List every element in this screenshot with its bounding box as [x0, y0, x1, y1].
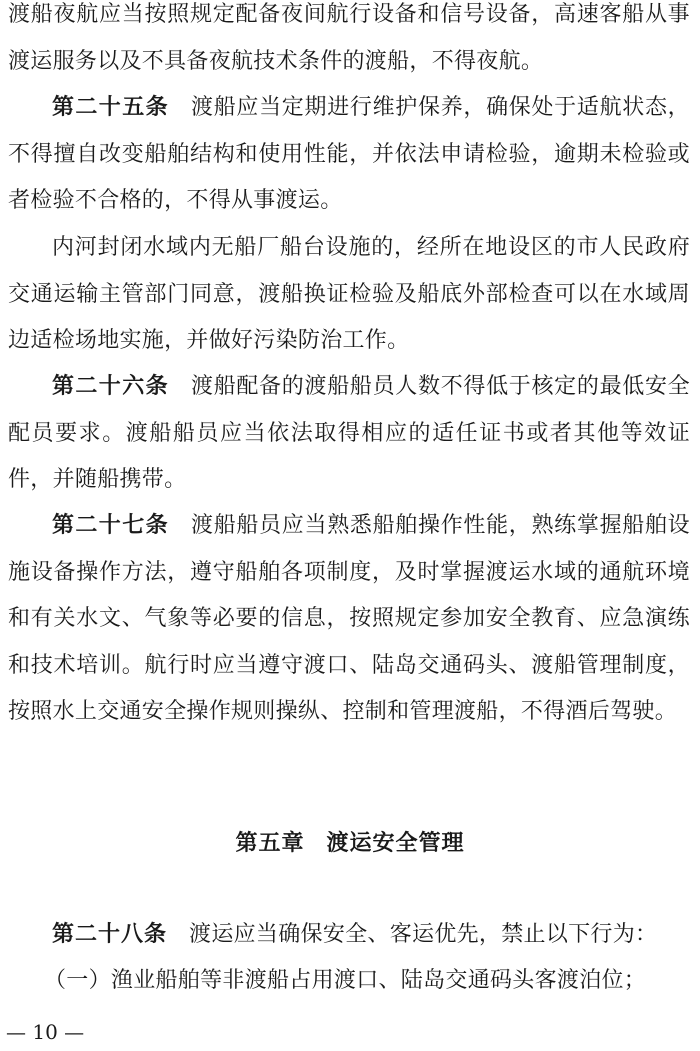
chapter-number: 第五章: [235, 831, 305, 856]
article-26: [8, 364, 690, 504]
paragraph-night-navigation: [8, 0, 690, 85]
article-28: [8, 912, 690, 959]
article-number: 第二十八条: [52, 922, 168, 947]
paragraph-text: 渡船船员应当熟悉船舶操作性能，熟练掌握船舶设施设备操作方法，遵守船舶各项制度，及时掌握渡运水域的通航环境和有关水文、气象等必要的信息，按照规定参加安全教育、应急演练和技术培训。航行时应当遵守渡口、陆岛交通码头、渡船管理制度，按照水上交通安全操作规则操纵、控制和管理渡船，不得酒后驾驶。: [8, 513, 690, 724]
paragraph-text: 渡运应当确保安全、客运优先，禁止以下行为：: [189, 922, 658, 947]
article-27: [8, 503, 690, 736]
paragraph-text: 渡船夜航应当按照规定配备夜间航行设备和信号设备，高速客船从事渡运服务以及不具备夜航技术条件的渡船，不得夜航。: [8, 2, 690, 74]
paragraph-text: 渡船应当定期进行维护保养，确保处于适航状态，不得擅自改变船舶结构和使用性能，并依法申请检验，逾期未检验或者检验不合格的，不得从事渡运。: [8, 95, 690, 213]
paragraph-text: 渡船配备的渡船船员人数不得低于核定的最低安全配员要求。渡船船员应当依法取得相应的适任证书或者其他等效证件，并随船携带。: [8, 374, 690, 492]
article-number: 第二十七条: [52, 513, 169, 538]
page-number: — 10 —: [6, 1020, 85, 1044]
list-item-1: [8, 958, 690, 1005]
list-item-text: （一）渔业船舶等非渡船占用渡口、陆岛交通码头客渡泊位；: [44, 968, 647, 993]
chapter-title: 渡运安全管理: [326, 831, 465, 856]
paragraph-text: 内河封闭水域内无船厂船台设施的，经所在地设区的市人民政府交通运输主管部门同意，渡船换证检验及船底外部检查可以在水域周边适检场地实施，并做好污染防治工作。: [8, 235, 690, 353]
paragraph-closed-waters: [8, 225, 690, 365]
article-number: 第二十五条: [52, 95, 169, 120]
article-25: [8, 85, 690, 225]
chapter-heading: [0, 826, 700, 862]
article-number: 第二十六条: [52, 374, 169, 399]
